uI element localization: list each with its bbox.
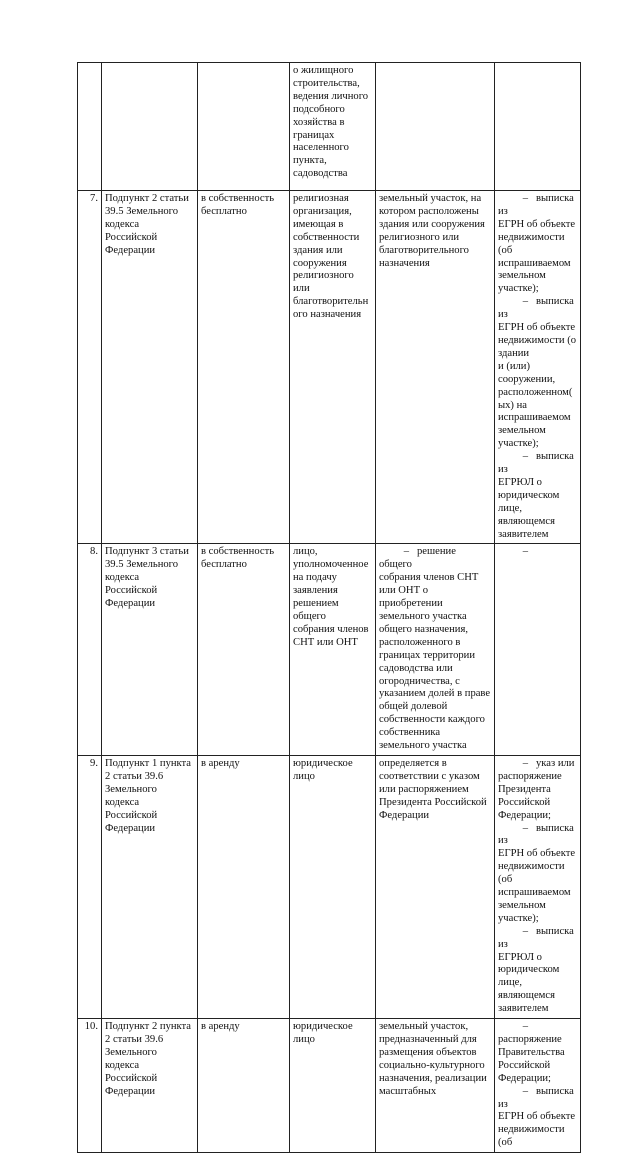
document-item — [498, 1021, 577, 1086]
cell-line: бесплатно — [201, 559, 247, 571]
cell-line: – выписка из — [498, 193, 574, 217]
cell-line: ЕГРН об объекте — [498, 848, 576, 860]
cell-line: здания или — [293, 244, 343, 256]
applicant-cell — [290, 191, 376, 544]
cell-line: котором расположены — [379, 205, 479, 217]
applicant-cell — [290, 544, 376, 756]
right-type-cell — [198, 191, 290, 544]
cell-line: уполномоченное — [293, 559, 369, 571]
cell-line: религиозного или — [379, 231, 460, 243]
dash-marker: – — [522, 546, 528, 558]
legal-basis-cell — [102, 63, 198, 191]
cell-line: хозяйства в — [293, 116, 345, 128]
cell-line: испрашиваемом — [498, 257, 571, 269]
cell-line: ведения личного — [293, 90, 369, 102]
cell-line: юридическое — [293, 1021, 353, 1033]
cell-line: ого назначения — [293, 309, 362, 321]
dash-marker: – — [522, 1021, 528, 1033]
cell-line: решением — [293, 598, 339, 610]
cell-line: определяется в — [379, 757, 447, 769]
document-item — [498, 926, 577, 1016]
cell-line: социально-культурного — [379, 1059, 485, 1071]
cell-line: Федерации — [105, 822, 156, 834]
cell-line: лицо — [293, 770, 315, 782]
cell-line: Российской Федерации; — [498, 1059, 551, 1084]
cell-line: Российской — [105, 809, 158, 821]
cell-line: Земельного — [105, 783, 157, 795]
cell-line: – указ или — [498, 758, 577, 771]
dash-marker: – — [522, 193, 528, 204]
land-provision-table — [77, 62, 581, 1153]
cell-line: ЕГРН об объекте — [498, 1111, 576, 1123]
cell-line: Федерации — [105, 598, 156, 610]
cell-line: организация, — [293, 205, 352, 217]
cell-line: расположенного в — [379, 636, 461, 648]
cell-line: Земельного — [105, 1046, 157, 1058]
cell-line: лице, являющемся — [498, 502, 555, 527]
cell-line: предназначенный для — [379, 1034, 477, 1045]
cell-line: в аренду — [201, 757, 240, 769]
cell-line: 39.5 Земельного — [105, 205, 179, 217]
cell-line: собрания членов — [293, 623, 369, 635]
cell-line: Российской — [105, 1072, 158, 1084]
cell-line: населенного — [293, 142, 349, 154]
cell-line: приобретении — [379, 598, 443, 610]
row-number-cell: 8. — [78, 544, 102, 756]
cell-line: –распоряжение — [498, 1021, 562, 1045]
cell-line: назначения, реализации — [379, 1072, 487, 1084]
cell-line: – выписка из — [498, 1085, 574, 1110]
cell-line: 2 статьи 39.6 — [105, 770, 164, 782]
cell-line: заявителем — [498, 1003, 549, 1015]
legal-basis-cell — [102, 544, 198, 756]
table-row — [78, 1019, 581, 1153]
dash-marker: – — [522, 822, 528, 834]
land-parcel-cell — [376, 63, 495, 191]
dash-marker: – — [522, 296, 528, 308]
cell-line: земельном участке); — [498, 899, 546, 924]
cell-line: имеющая в — [293, 218, 344, 230]
cell-line: огородничества, с — [379, 675, 460, 687]
document-item — [498, 1086, 577, 1151]
cell-line: общей долевой — [379, 701, 448, 713]
cell-line: Российской — [105, 231, 158, 243]
table-row — [78, 63, 581, 191]
cell-line: Российской — [105, 585, 158, 597]
table-row — [78, 755, 581, 1018]
cell-line: ЕГРЮЛ о юридическом — [498, 951, 560, 976]
row-number-cell: 9. — [78, 755, 102, 1018]
cell-line: земельный участок, на — [379, 193, 482, 204]
cell-line: – выписка из — [498, 925, 574, 950]
cell-line: распоряжение — [498, 770, 562, 782]
cell-line: в собственность — [201, 193, 275, 204]
cell-line: религиозная — [293, 193, 349, 204]
table-row — [78, 191, 581, 544]
cell-line: сооружения — [293, 257, 347, 269]
table-row — [78, 544, 581, 756]
cell-line: на подачу — [293, 572, 337, 584]
cell-line: садоводства или — [379, 662, 453, 674]
cell-line: – решение общего — [379, 546, 456, 571]
cell-line: – выписка из — [498, 451, 574, 476]
cell-line: 2 статьи 39.6 — [105, 1034, 164, 1045]
legal-basis-cell — [102, 755, 198, 1018]
dash-marker: – — [522, 1085, 528, 1097]
cell-line: ЕГРН об объекте — [498, 218, 576, 230]
cell-line: Федерации; — [498, 809, 551, 821]
cell-line: Подпункт 2 статьи — [105, 193, 189, 204]
cell-line: Федерации — [379, 809, 430, 821]
cell-line: благотворительного — [379, 244, 469, 256]
cell-line: недвижимости (о здании — [498, 334, 577, 359]
cell-line: 39.5 Земельного — [105, 559, 179, 571]
cell-line: испрашиваемом — [498, 412, 571, 424]
cell-line: Подпункт 1 пункта — [105, 757, 192, 769]
cell-line: о жилищного — [293, 65, 354, 76]
cell-line: земельном участке); — [498, 425, 546, 450]
cell-line: бесплатно — [201, 205, 247, 217]
cell-line: границах территории — [379, 649, 476, 661]
cell-line: собственника — [379, 727, 441, 739]
cell-line: собрания членов СНТ — [379, 572, 479, 584]
right-type-cell — [198, 755, 290, 1018]
right-type-cell — [198, 544, 290, 756]
cell-line: или — [293, 283, 310, 295]
land-parcel-cell — [376, 191, 495, 544]
cell-line: – выписка из — [498, 822, 574, 847]
cell-line: назначения — [379, 257, 430, 269]
cell-line: Подпункт 2 пункта — [105, 1021, 192, 1033]
applicant-cell — [290, 63, 376, 191]
cell-line: пункта, — [293, 155, 327, 167]
cell-line: Президента Российской — [498, 783, 551, 808]
cell-line: Президента Российской — [379, 796, 487, 808]
cell-line: кодекса — [105, 1059, 140, 1071]
cell-line: масштабных — [379, 1085, 437, 1097]
cell-line: или ОНТ о — [379, 585, 428, 597]
cell-line: Федерации — [105, 244, 156, 256]
document-item — [498, 758, 577, 823]
cell-line: недвижимости (об — [498, 1124, 565, 1149]
right-type-cell — [198, 1019, 290, 1153]
cell-line: в собственность — [201, 546, 275, 558]
legal-basis-cell — [102, 191, 198, 544]
cell-line: и (или) сооружении, — [498, 360, 556, 385]
document-item — [498, 546, 577, 559]
cell-line: кодекса — [105, 218, 140, 230]
documents-cell — [495, 755, 581, 1018]
cell-line: недвижимости (об — [498, 861, 565, 886]
cell-line: земельном участке); — [498, 270, 546, 295]
cell-line: – выписка из — [498, 296, 574, 321]
cell-line: строительства, — [293, 77, 360, 89]
dash-marker: – — [522, 451, 528, 463]
legal-basis-cell — [102, 1019, 198, 1153]
cell-line: общего — [293, 611, 326, 622]
cell-line: собственности каждого — [379, 714, 485, 726]
dash-marker: – — [522, 925, 528, 937]
cell-line: земельного участка — [379, 740, 467, 752]
row-number-cell: 10. — [78, 1019, 102, 1153]
cell-line: заявителем — [498, 528, 549, 540]
cell-line: земельный участок, — [379, 1021, 469, 1033]
cell-line: лицо, — [293, 546, 318, 558]
cell-line: расположенном(ых) на — [498, 386, 573, 411]
cell-line: или распоряжением — [379, 783, 469, 795]
cell-line: юридическое — [293, 757, 353, 769]
right-type-cell — [198, 63, 290, 191]
cell-line: религиозного — [293, 270, 354, 282]
dash-marker: – — [403, 546, 409, 558]
cell-line: Правительства — [498, 1046, 565, 1058]
land-parcel-cell — [376, 544, 495, 756]
applicant-cell — [290, 755, 376, 1018]
cell-line: общего назначения, — [379, 623, 468, 635]
cell-line: садоводства — [293, 168, 348, 180]
cell-line: кодекса — [105, 572, 140, 584]
cell-line: кодекса — [105, 796, 140, 808]
document-item — [498, 451, 577, 541]
documents-cell — [495, 191, 581, 544]
document-item — [498, 823, 577, 926]
land-parcel-cell — [376, 755, 495, 1018]
documents-cell — [495, 1019, 581, 1153]
cell-line: Федерации — [105, 1085, 156, 1097]
cell-line: соответствии с указом — [379, 770, 480, 782]
cell-line: указанием долей в праве — [379, 688, 491, 700]
row-number-cell: 7. — [78, 191, 102, 544]
land-parcel-cell — [376, 1019, 495, 1153]
document-item — [498, 193, 577, 296]
cell-line: благотворительн — [293, 296, 369, 308]
cell-line: земельного участка — [379, 611, 467, 622]
cell-line: собственности — [293, 231, 360, 243]
cell-line: ЕГРН об объекте — [498, 322, 576, 334]
cell-line: ЕГРЮЛ о юридическом — [498, 476, 560, 501]
applicant-cell — [290, 1019, 376, 1153]
cell-line: здания или сооружения — [379, 218, 485, 230]
cell-line: границах — [293, 129, 335, 141]
cell-line: Подпункт 3 статьи — [105, 546, 189, 558]
cell-line: испрашиваемом — [498, 887, 571, 899]
cell-line: лицо — [293, 1034, 315, 1045]
cell-line: в аренду — [201, 1021, 240, 1033]
documents-cell — [495, 544, 581, 756]
row-number-cell — [78, 63, 102, 191]
cell-line: размещения объектов — [379, 1046, 477, 1058]
dash-marker: – — [522, 757, 528, 769]
cell-line: лице, являющемся — [498, 977, 555, 1002]
documents-cell — [495, 63, 581, 191]
cell-line: подсобного — [293, 103, 345, 115]
cell-line: недвижимости (об — [498, 231, 565, 256]
cell-line: СНТ или ОНТ — [293, 636, 358, 648]
cell-line: заявления — [293, 585, 338, 597]
document-item — [498, 296, 577, 451]
